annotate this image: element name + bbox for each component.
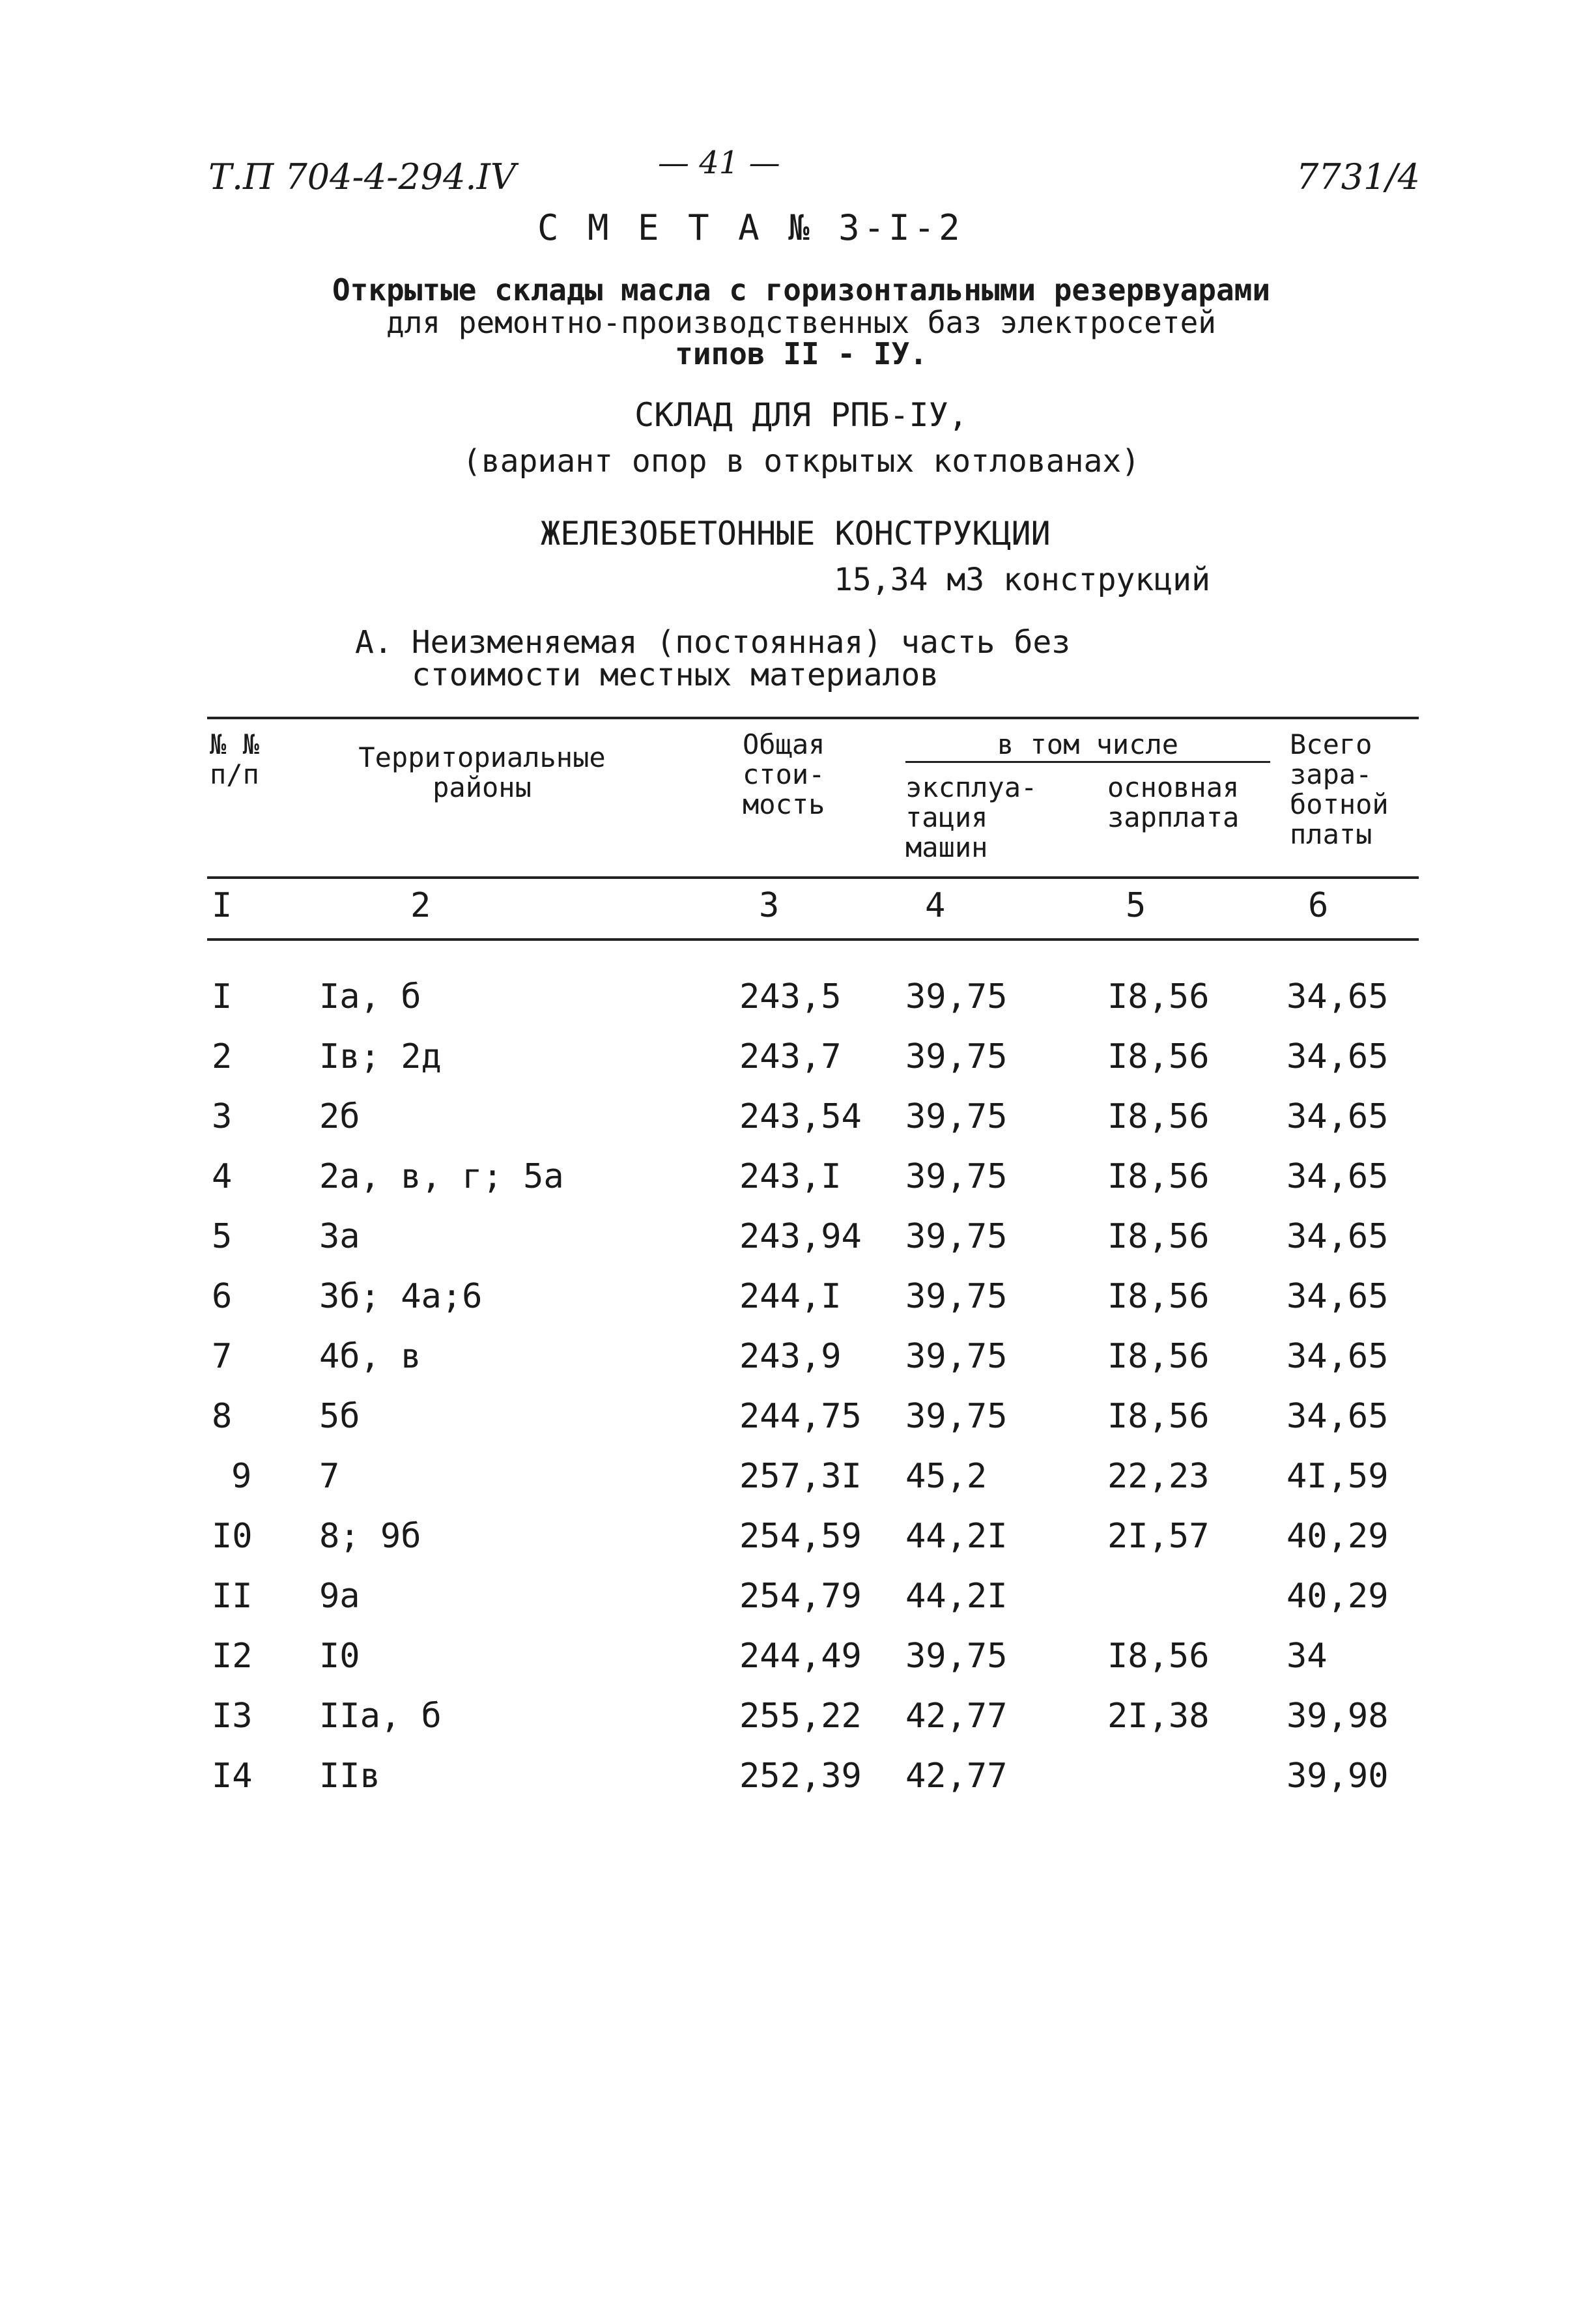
table-row	[0, 1397, 1592, 1457]
document-title: С М Е Т А № 3-I-2	[537, 207, 964, 248]
row-total-cost: 243,I	[739, 1157, 842, 1196]
row-wage: I8,56	[1107, 1157, 1210, 1196]
row-total-wage: 34,65	[1286, 977, 1389, 1016]
page-number: — 41 —	[658, 145, 780, 181]
row-machines: 42,77	[905, 1757, 1008, 1796]
header-region: Территориальные районы	[358, 741, 606, 803]
row-machines: 39,75	[905, 1397, 1008, 1436]
row-region: 7	[319, 1457, 340, 1496]
doc-code: Т.П 704-4-294.IV	[208, 156, 516, 197]
row-machines: 39,75	[905, 977, 1008, 1016]
row-total-cost: 243,9	[739, 1337, 842, 1376]
row-total-wage: 34,65	[1286, 1277, 1389, 1316]
group-underline	[905, 761, 1270, 763]
row-machines: 39,75	[905, 1157, 1008, 1196]
row-machines: 39,75	[905, 1277, 1008, 1316]
row-region: Iа, б	[319, 977, 421, 1016]
row-wage: I8,56	[1107, 1097, 1210, 1136]
column-number: 5	[1126, 886, 1146, 925]
header-number: № № п/п	[210, 728, 259, 790]
row-total-wage: 34,65	[1286, 1337, 1389, 1376]
volume-note: 15,34 м3 конструкций	[834, 562, 1210, 598]
row-total-cost: 255,22	[739, 1697, 862, 1736]
row-total-cost: 257,3I	[739, 1457, 862, 1496]
row-machines: 39,75	[905, 1217, 1008, 1256]
row-machines: 39,75	[905, 1037, 1008, 1076]
row-machines: 44,2I	[905, 1577, 1008, 1616]
row-total-cost: 252,39	[739, 1757, 862, 1796]
table-row	[0, 1277, 1592, 1337]
column-number: 3	[759, 886, 780, 925]
variant-note: (вариант опор в открытых котлованах)	[462, 443, 1141, 480]
row-number: 5	[212, 1217, 233, 1256]
table-row	[0, 1637, 1592, 1697]
row-region: 5б	[319, 1397, 360, 1436]
row-number: 8	[212, 1397, 233, 1436]
header-including: в том числе	[997, 728, 1179, 760]
row-number: 7	[212, 1337, 233, 1376]
row-total-wage: 39,90	[1286, 1757, 1389, 1796]
table-top-rule	[207, 717, 1419, 719]
archive-number: 7731/4	[1296, 156, 1420, 197]
row-total-cost: 244,49	[739, 1637, 862, 1676]
row-total-wage: 34,65	[1286, 1397, 1389, 1436]
table-row	[0, 1757, 1592, 1816]
row-wage: 2I,57	[1107, 1517, 1210, 1556]
column-number-rule	[207, 938, 1419, 941]
row-region: 3б; 4а;6	[319, 1277, 483, 1316]
row-wage: I8,56	[1107, 1397, 1210, 1436]
row-machines: 44,2I	[905, 1517, 1008, 1556]
subtitle-line-3: типов II - IУ.	[675, 336, 928, 371]
row-region: 2а, в, г; 5а	[319, 1157, 564, 1196]
row-number: 2	[212, 1037, 233, 1076]
row-number: I3	[212, 1697, 253, 1736]
row-total-wage: 40,29	[1286, 1577, 1389, 1616]
row-total-wage: 34,65	[1286, 1037, 1389, 1076]
row-total-wage: 34,65	[1286, 1097, 1389, 1136]
row-region: Iв; 2д	[319, 1037, 442, 1076]
section-title: ЖЕЛЕЗОБЕТОННЫЕ КОНСТРУКЦИИ	[541, 515, 1051, 552]
row-machines: 39,75	[905, 1337, 1008, 1376]
row-total-cost: 243,94	[739, 1217, 862, 1256]
table-row	[0, 1097, 1592, 1157]
row-number: 9	[231, 1457, 252, 1496]
table-row	[0, 977, 1592, 1037]
row-number: I	[212, 977, 233, 1016]
header-machines: эксплуа- тация машин	[905, 771, 1038, 863]
row-region: IIа, б	[319, 1697, 442, 1736]
column-number: I	[212, 886, 233, 925]
row-total-cost: 243,54	[739, 1097, 862, 1136]
row-number: II	[212, 1577, 253, 1616]
column-number: 2	[410, 886, 431, 925]
row-region: I0	[319, 1637, 360, 1676]
column-number: 4	[925, 886, 946, 925]
warehouse-title: СКЛАД ДЛЯ РПБ-IУ,	[634, 396, 968, 434]
row-machines: 45,2	[905, 1457, 988, 1496]
row-wage: 2I,38	[1107, 1697, 1210, 1736]
row-total-wage: 40,29	[1286, 1517, 1389, 1556]
row-wage: I8,56	[1107, 1217, 1210, 1256]
row-region: 2б	[319, 1097, 360, 1136]
table-row	[0, 1337, 1592, 1397]
table-row	[0, 1517, 1592, 1577]
row-number: 6	[212, 1277, 233, 1316]
header-total-cost: Общая стои- мость	[743, 728, 825, 820]
table-row	[0, 1217, 1592, 1277]
row-number: 3	[212, 1097, 233, 1136]
row-machines: 39,75	[905, 1637, 1008, 1676]
table-row	[0, 1577, 1592, 1637]
row-total-wage: 34,65	[1286, 1217, 1389, 1256]
row-total-wage: 4I,59	[1286, 1457, 1389, 1496]
row-wage: I8,56	[1107, 977, 1210, 1016]
subtitle-line-1: Открытые склады масла с горизонтальными резервуарами	[332, 272, 1271, 308]
column-number: 6	[1308, 886, 1329, 925]
row-number: I4	[212, 1757, 253, 1796]
row-region: 9а	[319, 1577, 360, 1616]
row-region: 3а	[319, 1217, 360, 1256]
header-total-wage: Всего зара- ботной платы	[1290, 728, 1389, 850]
row-total-cost: 244,I	[739, 1277, 842, 1316]
row-region: IIв	[319, 1757, 380, 1796]
row-total-wage: 39,98	[1286, 1697, 1389, 1736]
row-total-cost: 254,59	[739, 1517, 862, 1556]
row-number: I0	[212, 1517, 253, 1556]
row-number: I2	[212, 1637, 253, 1676]
subtitle-line-2: для ремонтно-производственных баз электросетей	[386, 305, 1216, 340]
row-total-wage: 34,65	[1286, 1157, 1389, 1196]
table-row	[0, 1457, 1592, 1517]
row-total-cost: 244,75	[739, 1397, 862, 1436]
row-wage: I8,56	[1107, 1277, 1210, 1316]
part-line-2: стоимости местных материалов	[412, 657, 939, 693]
row-total-cost: 243,5	[739, 977, 842, 1016]
row-wage: I8,56	[1107, 1337, 1210, 1376]
row-total-cost: 254,79	[739, 1577, 862, 1616]
row-total-cost: 243,7	[739, 1037, 842, 1076]
table-row	[0, 1037, 1592, 1097]
row-machines: 42,77	[905, 1697, 1008, 1736]
row-number: 4	[212, 1157, 233, 1196]
row-machines: 39,75	[905, 1097, 1008, 1136]
column-number-row	[0, 886, 1592, 946]
table-row	[0, 1697, 1592, 1757]
row-region: 4б, в	[319, 1337, 421, 1376]
row-total-wage: 34	[1286, 1637, 1328, 1676]
table-row	[0, 1157, 1592, 1217]
row-region: 8; 9б	[319, 1517, 421, 1556]
row-wage: 22,23	[1107, 1457, 1210, 1496]
header-bottom-rule	[207, 876, 1419, 879]
row-wage: I8,56	[1107, 1037, 1210, 1076]
part-line-1: А. Неизменяемая (постоянная) часть без	[355, 624, 1071, 661]
header-wage: основная зарплата	[1107, 771, 1240, 833]
row-wage: I8,56	[1107, 1637, 1210, 1676]
